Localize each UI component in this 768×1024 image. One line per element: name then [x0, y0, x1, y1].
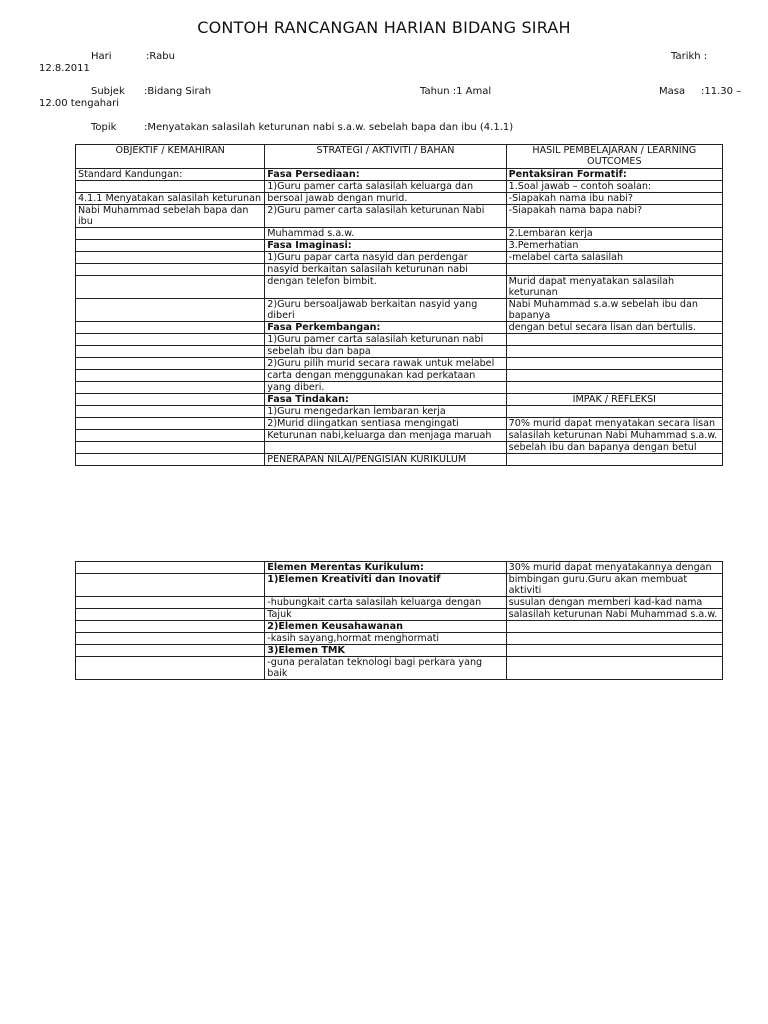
masa-cont: 12.00 tengahari	[39, 98, 120, 109]
table-cell	[76, 299, 265, 322]
table-cell: Nabi Muhammad sebelah bapa dan ibu	[76, 205, 265, 228]
table-row	[76, 322, 723, 334]
table-cell: Pentaksiran Formatif:	[506, 169, 722, 181]
table-row	[76, 358, 723, 370]
table-cell: 1.Soal jawab – contoh soalan:	[506, 181, 722, 193]
table-cell: 30% murid dapat menyatakannya dengan	[506, 562, 722, 574]
table-cell	[76, 394, 265, 406]
table-cell: 2)Murid diingatkan sentiasa mengingati	[265, 418, 506, 430]
table-header-row	[76, 145, 723, 169]
table-cell	[76, 322, 265, 334]
table-cell: Keturunan nabi,keluarga dan menjaga maruah	[265, 430, 506, 442]
table-cell	[76, 406, 265, 418]
table-cell	[76, 181, 265, 193]
topik-label: Topik	[91, 122, 117, 133]
table-cell: bimbingan guru.Guru akan membuat aktiviti	[506, 574, 722, 597]
table-cell	[506, 358, 722, 370]
table-cell	[76, 418, 265, 430]
table-row	[76, 657, 723, 680]
table-row	[76, 240, 723, 252]
header-cell: HASIL PEMBELAJARAN / LEARNING OUTCOMES	[506, 145, 722, 169]
table-cell: IMPAK / REFLEKSI	[506, 394, 722, 406]
table-row	[76, 169, 723, 181]
table-row	[76, 430, 723, 442]
table-row	[76, 454, 723, 466]
table-cell: 1)Guru pamer carta salasilah keturunan nabi	[265, 334, 506, 346]
table-cell	[265, 442, 506, 454]
table-cell	[506, 382, 722, 394]
table-cell: 2)Guru pilih murid secara rawak untuk melabel	[265, 358, 506, 370]
table-cell	[506, 657, 722, 680]
table-row	[76, 370, 723, 382]
table-cell: 2)Guru bersoaljawab berkaitan nasyid yang diberi	[265, 299, 506, 322]
table-row	[76, 228, 723, 240]
table-row	[76, 334, 723, 346]
table-cell: Fasa Persediaan:	[265, 169, 506, 181]
table-cell	[76, 430, 265, 442]
table-cell: nasyid berkaitan salasilah keturunan nabi	[265, 264, 506, 276]
table-cell	[76, 621, 265, 633]
table-cell	[76, 276, 265, 299]
table-cell: Fasa Imaginasi:	[265, 240, 506, 252]
table-row	[76, 609, 723, 621]
table-row	[76, 418, 723, 430]
table-row	[76, 633, 723, 645]
table-cell	[76, 609, 265, 621]
table-cell: 1)Guru papar carta nasyid dan perdengar	[265, 252, 506, 264]
table-row	[76, 181, 723, 193]
table-cell	[76, 562, 265, 574]
table-cell: Fasa Tindakan:	[265, 394, 506, 406]
table-cell: Standard Kandungan:	[76, 169, 265, 181]
table-cell	[76, 382, 265, 394]
table-cell	[76, 597, 265, 609]
masa-label: Masa	[659, 86, 686, 97]
table-cell	[76, 633, 265, 645]
table-cell	[506, 346, 722, 358]
table-cell: sebelah ibu dan bapanya dengan betul	[506, 442, 722, 454]
table-cell: Fasa Perkembangan:	[265, 322, 506, 334]
topik-value: :Menyatakan salasilah keturunan nabi s.a.w. sebelah bapa dan ibu (4.1.1)	[144, 122, 514, 133]
table-cell: PENERAPAN NILAI/PENGISIAN KURIKULUM	[265, 454, 506, 466]
subjek-value: :Bidang Sirah	[144, 86, 212, 97]
table-cell: 2.Lembaran kerja	[506, 228, 722, 240]
table-row	[76, 346, 723, 358]
table-cell: -guna peralatan teknologi bagi perkara yang baik	[265, 657, 506, 680]
table-row	[76, 442, 723, 454]
table-cell: Elemen Merentas Kurikulum:	[265, 562, 506, 574]
table-cell	[76, 454, 265, 466]
table-row	[76, 276, 723, 299]
table-cell: 3.Pemerhatian	[506, 240, 722, 252]
table-cell: 70% murid dapat menyatakan secara lisan	[506, 418, 722, 430]
table-cell	[76, 240, 265, 252]
table-row	[76, 574, 723, 597]
table-cell: susulan dengan memberi kad-kad nama	[506, 597, 722, 609]
tarikh-value: 12.8.2011	[39, 63, 90, 74]
table-cell: 4.1.1 Menyatakan salasilah keturunan	[76, 193, 265, 205]
table-row	[76, 193, 723, 205]
table-cell	[506, 621, 722, 633]
table-cell	[506, 370, 722, 382]
table-cell: carta dengan menggunakan kad perkataan	[265, 370, 506, 382]
table-cell: bersoal jawab dengan murid.	[265, 193, 506, 205]
page-title: CONTOH RANCANGAN HARIAN BIDANG SIRAH	[197, 18, 571, 37]
table-cell	[506, 645, 722, 657]
table-cell: Muhammad s.a.w.	[265, 228, 506, 240]
header-cell: OBJEKTIF / KEMAHIRAN	[76, 145, 265, 169]
table-row	[76, 299, 723, 322]
table-cell	[76, 370, 265, 382]
table-cell: 2)Elemen Keusahawanan	[265, 621, 506, 633]
table-cell: 1)Guru mengedarkan lembaran kerja	[265, 406, 506, 418]
table-cell	[76, 228, 265, 240]
table-cell: Tajuk	[265, 609, 506, 621]
table-row	[76, 406, 723, 418]
tahun-text: Tahun :1 Amal	[420, 86, 492, 97]
table-row	[76, 382, 723, 394]
table-cell	[76, 358, 265, 370]
table-cell	[76, 346, 265, 358]
table-cell: -kasih sayang,hormat menghormati	[265, 633, 506, 645]
table-cell: -Siapakah nama ibu nabi?	[506, 193, 722, 205]
table-cell: 1)Elemen Kreativiti dan Inovatif	[265, 574, 506, 597]
table-cell: salasilah keturunan Nabi Muhammad s.a.w.	[506, 609, 722, 621]
table-cell	[506, 334, 722, 346]
table-cell: sebelah ibu dan bapa	[265, 346, 506, 358]
table-cell	[76, 657, 265, 680]
header-cell: STRATEGI / AKTIVITI / BAHAN	[265, 145, 506, 169]
table-cell: Nabi Muhammad s.a.w sebelah ibu dan bapanya	[506, 299, 722, 322]
table-row	[76, 252, 723, 264]
hari-value: :Rabu	[146, 51, 175, 62]
table-cell	[76, 645, 265, 657]
table-cell: dengan telefon bimbit.	[265, 276, 506, 299]
tarikh-label: Tarikh :	[671, 51, 708, 62]
table-cell: yang diberi.	[265, 382, 506, 394]
table-row	[76, 264, 723, 276]
table-cell: -melabel carta salasilah	[506, 252, 722, 264]
table-cell	[506, 454, 722, 466]
table-cell: Murid dapat menyatakan salasilah keturunan	[506, 276, 722, 299]
table-row	[76, 562, 723, 574]
table-cell	[76, 334, 265, 346]
table-cell: 1)Guru pamer carta salasilah keluarga dan	[265, 181, 506, 193]
table-cell	[506, 264, 722, 276]
table-cell	[76, 442, 265, 454]
table-cell: -Siapakah nama bapa nabi?	[506, 205, 722, 228]
table-row	[76, 621, 723, 633]
table-row	[76, 597, 723, 609]
curriculum-table	[75, 561, 723, 680]
table-cell: salasilah keturunan Nabi Muhammad s.a.w.	[506, 430, 722, 442]
table-cell: 2)Guru pamer carta salasilah keturunan Nabi	[265, 205, 506, 228]
subjek-label: Subjek	[91, 86, 125, 97]
table-cell	[506, 633, 722, 645]
table-cell: dengan betul secara lisan dan bertulis.	[506, 322, 722, 334]
table-cell: 3)Elemen TMK	[265, 645, 506, 657]
table-cell	[76, 574, 265, 597]
table-row	[76, 205, 723, 228]
table-row	[76, 645, 723, 657]
table-cell	[76, 252, 265, 264]
table-cell: -hubungkait carta salasilah keluarga dengan	[265, 597, 506, 609]
masa-value: :11.30 –	[701, 86, 742, 97]
table-cell	[506, 406, 722, 418]
table-row	[76, 394, 723, 406]
hari-label: Hari	[91, 51, 112, 62]
table-cell	[76, 264, 265, 276]
lesson-plan-table	[75, 144, 723, 466]
